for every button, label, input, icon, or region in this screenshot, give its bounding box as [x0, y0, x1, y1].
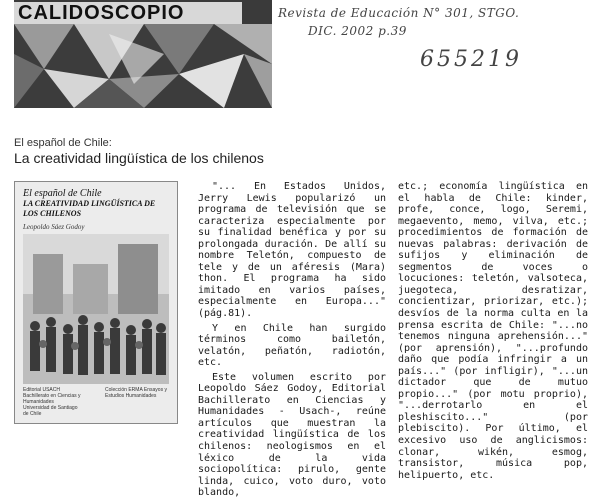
paragraph: etc.; economía lingüística en el habla de Chile: kinder, profe, conce, logo, Seremi, megaevento, memo, vilva, etc.; procedimientos de formación de nuevas palabras: derivación de sufijos y eliminación de segmentos de voces o locuciones: teletón, valsoteca, juegoteca, desratizar, concientizar, priorizar, etc.); desvíos de la norma culta en la prensa escrita de Chile: "...no tenemos ninguna aprehensión..." (por aprensión), "...profundo daño que podía infringir a un país..." (por infligir), "...un dictador que de mutuo propio..." (por motu proprio), "...derrotarlo en el pleshiscito..." (por plebiscito). Por último, el excesivo uso de anglicismos: clonar, wikén, esmog, transistor, música pop, helipuerto, etc.	[398, 181, 588, 481]
cover-title-small: El español de Chile	[23, 188, 102, 199]
calidoscopio-banner	[14, 0, 272, 108]
handwritten-date: DIC. 2002 p.39	[308, 24, 407, 38]
cover-footer	[23, 387, 169, 417]
paragraph: "... En Estados Unidos, Jerry Lewis popularizó un programa de televisión que se caracteriza especialmente por su finalidad benéfica y por su prolongada duración. De allí su nombre Teletón, compuesto de tele y de un aféresis (Mara) thon. El programa ha sido imitado en varios países, especialmente en Europa..." (pág.81).	[198, 181, 386, 320]
cover-author: Leopoldo Sáez Godoy	[23, 223, 85, 231]
kaleidoscope-graphic	[14, 24, 272, 108]
section-title: CALIDOSCOPIO	[14, 2, 242, 24]
article-column-1	[198, 181, 386, 499]
handwritten-number: 655219	[420, 47, 522, 72]
publisher-left: Editorial USACH Bachillerato en Ciencias y Humanidades Universidad de Santiago de Chile	[23, 387, 81, 417]
article-column-2	[398, 181, 588, 481]
publisher-right: Colección ERMA Ensayos y Estudios Humanidades	[105, 387, 167, 399]
article-kicker: El español de Chile:	[14, 137, 112, 149]
paragraph: Este volumen escrito por Leopoldo Sáez Godoy, Editorial Bachillerato en Ciencias y Humanidades - Usach-, reúne artículos que muestran la creatividad lingüística de los chilenos: neologismos en el léxico de la vida sociopolítica: pirulo, gente linda, cuico, voto duro, voto blando,	[198, 371, 386, 499]
crowd-photo	[23, 234, 169, 384]
cover-title-main: LA CREATIVIDAD LINGÜÍSTICA DE LOS CHILENOS	[23, 199, 156, 218]
handwritten-citation: Revista de Educación N° 301, STGO.	[278, 6, 520, 20]
book-cover	[14, 181, 178, 424]
article-headline: La creatividad lingüística de los chilenos	[14, 150, 264, 166]
paragraph: Y en Chile han surgido términos como bailetón, velatón, peñatón, radiotón, etc.	[198, 322, 386, 369]
